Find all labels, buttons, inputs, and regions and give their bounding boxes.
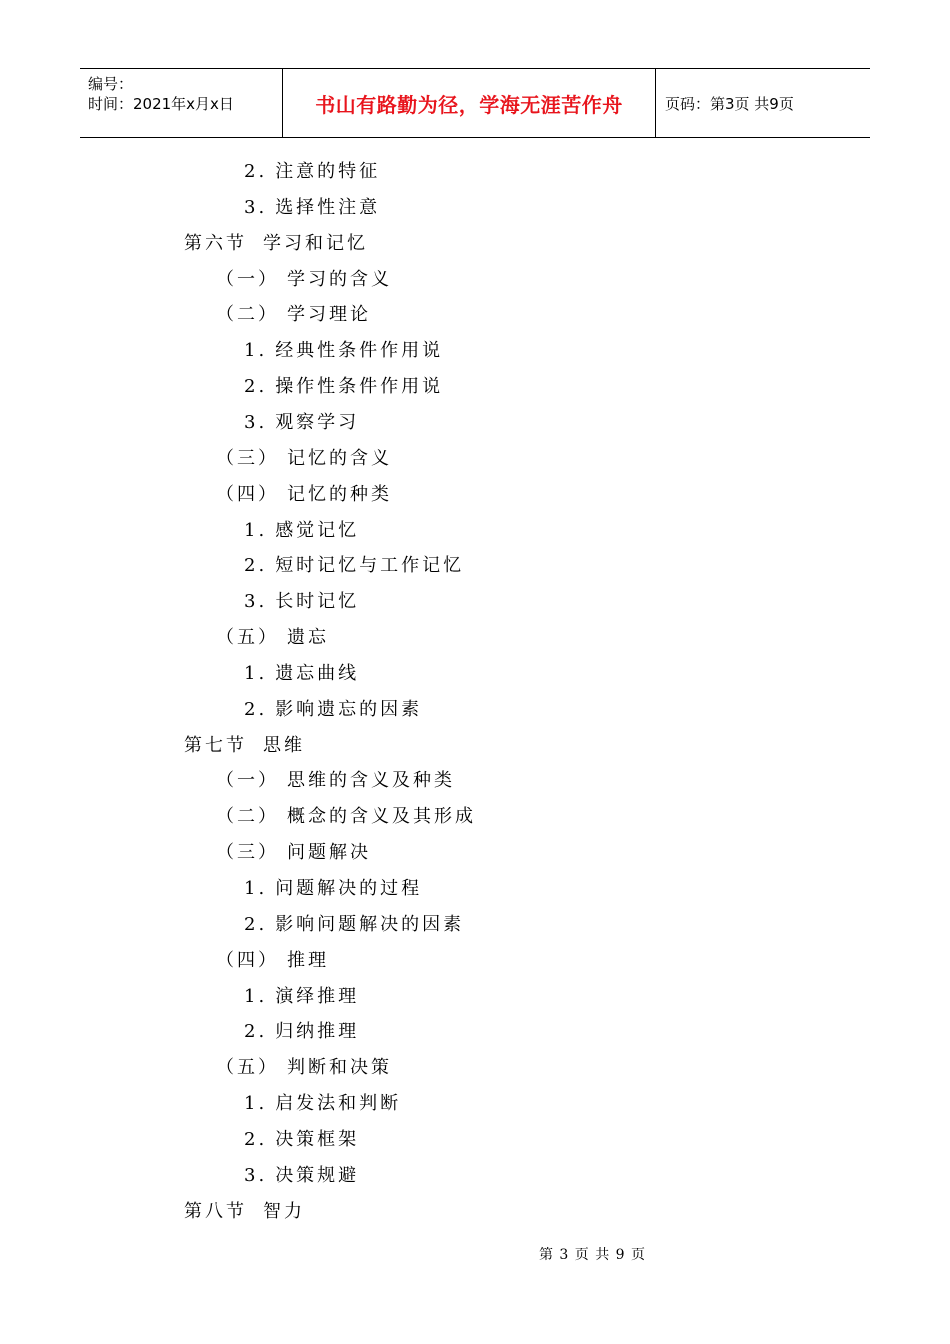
number-label: 编号： [88, 75, 134, 93]
item-text: 决策框架 [275, 1128, 360, 1150]
item-text: 长时记忆 [275, 591, 360, 613]
item-text: 推理 [287, 949, 329, 971]
header-motto-cell [282, 69, 656, 137]
item-text: 智力 [263, 1200, 305, 1222]
subsection-item [216, 626, 329, 650]
subsection-item [216, 1056, 392, 1080]
subsection-item [216, 268, 392, 292]
outline-item [244, 411, 359, 435]
item-text: 注意的特征 [275, 161, 381, 182]
item-number: 2. [244, 913, 268, 935]
subsection-item [216, 805, 476, 829]
item-text: 经典性条件作用说 [275, 340, 444, 362]
outline-item [244, 519, 359, 543]
item-text: 选择性注意 [275, 196, 381, 218]
item-text: 演绎推理 [275, 985, 360, 1007]
item-text: 观察学习 [275, 411, 360, 433]
motto-text: 书山有路勤为径，学海无涯苦作舟 [315, 92, 623, 117]
subsection-item [216, 447, 392, 471]
section-heading [184, 1200, 305, 1224]
item-text: 思维的含义及种类 [287, 770, 455, 792]
outline-item [244, 662, 359, 686]
subsection-item [216, 769, 455, 793]
item-number: （五） [216, 1057, 279, 1079]
outline-item [244, 375, 443, 399]
item-text: 判断和决策 [287, 1057, 392, 1079]
outline-item [244, 1092, 401, 1116]
item-text: 记忆的种类 [287, 483, 392, 505]
item-number: 2. [244, 1128, 268, 1150]
item-number: 2. [244, 161, 268, 182]
item-number: 1. [244, 985, 268, 1007]
item-text: 遗忘 [287, 627, 329, 649]
section-heading [184, 734, 305, 758]
item-text: 思维 [263, 734, 305, 756]
section-heading [184, 232, 368, 256]
item-text: 学习和记忆 [263, 232, 368, 254]
footer-page-number: 第 3 页 共 9 页 [538, 1247, 647, 1263]
item-text: 感觉记忆 [275, 519, 360, 541]
outline-item [244, 1020, 359, 1044]
item-number: 第六节 [184, 232, 247, 254]
outline-item [244, 877, 422, 901]
outline-item [244, 1128, 359, 1152]
item-number: 1. [244, 340, 268, 362]
item-text: 问题解决 [287, 842, 371, 864]
item-text: 影响问题解决的因素 [275, 913, 465, 935]
item-number: 2. [244, 698, 268, 720]
item-number: 1. [244, 662, 268, 684]
item-text: 操作性条件作用说 [275, 376, 444, 398]
page-header [80, 68, 870, 138]
outline-item [244, 698, 422, 722]
item-text: 短时记忆与工作记忆 [275, 555, 465, 577]
page-footer [0, 1244, 950, 1264]
outline-item [244, 160, 380, 184]
item-text: 启发法和判断 [275, 1093, 402, 1115]
item-number: （三） [216, 842, 279, 864]
item-number: （二） [216, 304, 279, 326]
item-number: 第八节 [184, 1200, 247, 1222]
header-page-info [655, 69, 870, 137]
item-number: 第七节 [184, 734, 247, 756]
subsection-item [216, 303, 371, 327]
item-text: 遗忘曲线 [275, 662, 360, 684]
item-number: 1. [244, 1093, 268, 1115]
item-number: 3. [244, 1164, 268, 1186]
item-number: （四） [216, 483, 279, 505]
item-number: 1. [244, 878, 268, 899]
outline-item [244, 554, 464, 578]
outline-item [244, 339, 443, 363]
item-number: 2. [244, 1021, 268, 1043]
item-number: （五） [216, 627, 279, 649]
item-text: 决策规避 [275, 1164, 360, 1186]
item-number: 3. [244, 591, 268, 613]
page-info-text: 页码：第3页 共9页 [665, 94, 794, 113]
item-text: 记忆的含义 [287, 447, 392, 469]
subsection-item [216, 841, 371, 865]
item-number: 3. [244, 411, 268, 433]
item-text: 归纳推理 [275, 1021, 360, 1043]
item-number: 2. [244, 376, 268, 398]
item-text: 学习理论 [287, 304, 371, 326]
item-number: （一） [216, 268, 279, 290]
outline-item [244, 1164, 359, 1188]
outline-item [244, 196, 380, 220]
subsection-item [216, 483, 392, 507]
outline-item [244, 985, 359, 1009]
outline-item [244, 590, 359, 614]
item-number: 2. [244, 555, 268, 577]
outline-item [244, 913, 464, 937]
item-number: 3. [244, 196, 268, 218]
subsection-item [216, 949, 329, 973]
item-number: 1. [244, 519, 268, 541]
item-text: 影响遗忘的因素 [275, 698, 423, 720]
item-text: 学习的含义 [287, 268, 392, 290]
item-number: （一） [216, 770, 279, 792]
header-meta [80, 69, 282, 137]
time-label: 时间：2021年x月x日 [88, 95, 234, 113]
item-text: 概念的含义及其形成 [287, 806, 476, 828]
item-text: 问题解决的过程 [275, 878, 423, 899]
item-number: （二） [216, 806, 279, 828]
item-number: （四） [216, 949, 279, 971]
item-number: （三） [216, 447, 279, 469]
